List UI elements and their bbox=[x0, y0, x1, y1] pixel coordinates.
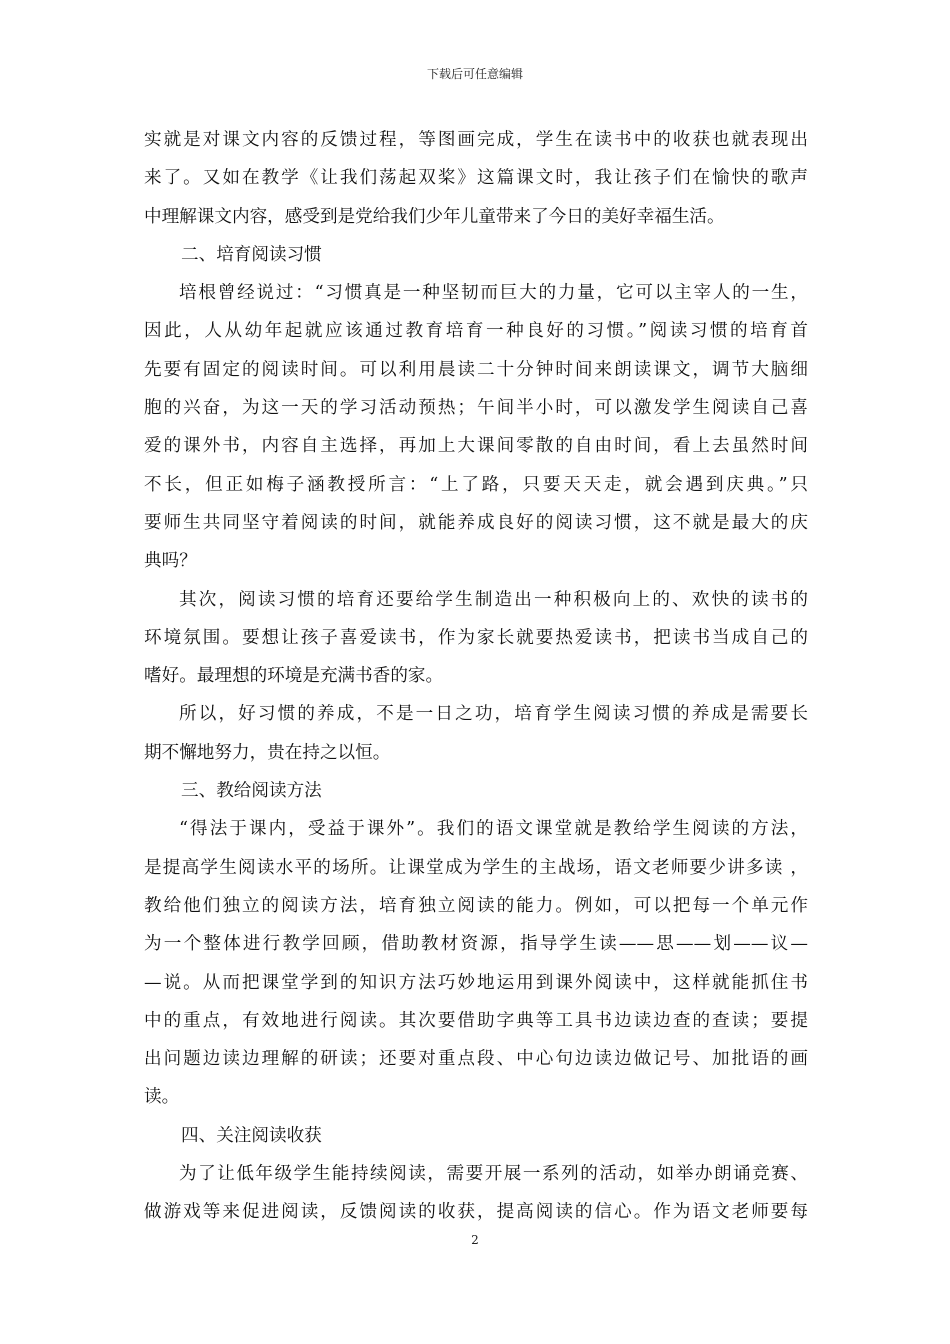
body-line: 不长，但正如梅子涵教授所言：“上了路，只要天天走，就会遇到庆典。”只 bbox=[144, 474, 808, 495]
body-line: 嗜好。最理想的环境是充满书香的家。 bbox=[144, 666, 444, 687]
section-heading: 二、培育阅读习惯 bbox=[181, 244, 322, 265]
body-line: 教给他们独立的阅读方法，培育独立阅读的能力。例如，可以把每一个单元作 bbox=[144, 895, 808, 916]
body-line: 典吗？ bbox=[144, 551, 197, 572]
body-line: 培根曾经说过：“习惯真是一种坚韧而巨大的力量，它可以主宰人的一生， bbox=[179, 283, 808, 304]
body-line: —说。从而把课堂学到的知识方法巧妙地运用到课外阅读中，这样就能抓住书 bbox=[144, 972, 808, 993]
section-heading: 四、关注阅读收获 bbox=[181, 1125, 322, 1146]
body-line: 环境氛围。要想让孩子喜爱读书，作为家长就要热爱读书，把读书当成自己的 bbox=[144, 627, 808, 648]
body-line: 来了。又如在教学《让我们荡起双桨》这篇课文时，我让孩子们在愉快的歌声 bbox=[144, 168, 808, 189]
body-line: 为一个整体进行教学回顾，借助教材资源，指导学生读——思——划——议— bbox=[144, 934, 808, 955]
body-line: 要师生共同坚守着阅读的时间，就能养成良好的阅读习惯，这不就是最大的庆 bbox=[144, 512, 808, 533]
body-line: 先要有固定的阅读时间。可以利用晨读二十分钟时间来朗读课文，调节大脑细 bbox=[144, 359, 808, 380]
body-line: 爱的课外书，内容自主选择，再加上大课间零散的自由时间，看上去虽然时间 bbox=[144, 436, 808, 457]
body-line: 做游戏等来促进阅读，反馈阅读的收获，提高阅读的信心。作为语文老师要每 bbox=[144, 1202, 808, 1223]
document-body bbox=[144, 121, 808, 1232]
body-line: 是提高学生阅读水平的场所。让课堂成为学生的主战场，语文老师要少讲多读 ， bbox=[144, 857, 808, 878]
body-line: 出问题边读边理解的研读；还要对重点段、中心句边读边做记号、加批语的画 bbox=[144, 1049, 808, 1070]
body-line: 实就是对课文内容的反馈过程，等图画完成，学生在读书中的收获也就表现出 bbox=[144, 130, 808, 150]
body-line: 中理解课文内容，感受到是党给我们少年儿童带来了今日的美好幸福生活。 bbox=[144, 206, 725, 227]
body-line: 为了让低年级学生能持续阅读，需要开展一系列的活动，如举办朗诵竞赛、 bbox=[179, 1164, 808, 1185]
page-header: 下载后可任意编辑 bbox=[426, 67, 523, 81]
body-line: 胞的兴奋，为这一天的学习活动预热；午间半小时，可以激发学生阅读自己喜 bbox=[144, 398, 808, 419]
body-line: “得法于课内，受益于课外”。我们的语文课堂就是教给学生阅读的方法， bbox=[179, 819, 808, 840]
section-heading: 三、教给阅读方法 bbox=[181, 781, 322, 802]
body-line: 中的重点，有效地进行阅读。其次要借助字典等工具书边读边查的查读；要提 bbox=[144, 1010, 808, 1031]
body-line: 读。 bbox=[144, 1087, 180, 1108]
body-line: 其次，阅读习惯的培育还要给学生制造出一种积极向上的、欢快的读书的 bbox=[179, 589, 808, 610]
page-number: 2 bbox=[471, 1233, 479, 1247]
body-line: 期不懈地努力，贵在持之以恒。 bbox=[144, 742, 391, 763]
body-line: 因此，人从幼年起就应该通过教育培育一种良好的习惯。”阅读习惯的培育首 bbox=[144, 321, 808, 342]
body-line: 所以，好习惯的养成，不是一日之功，培育学生阅读习惯的养成是需要长 bbox=[179, 704, 808, 725]
